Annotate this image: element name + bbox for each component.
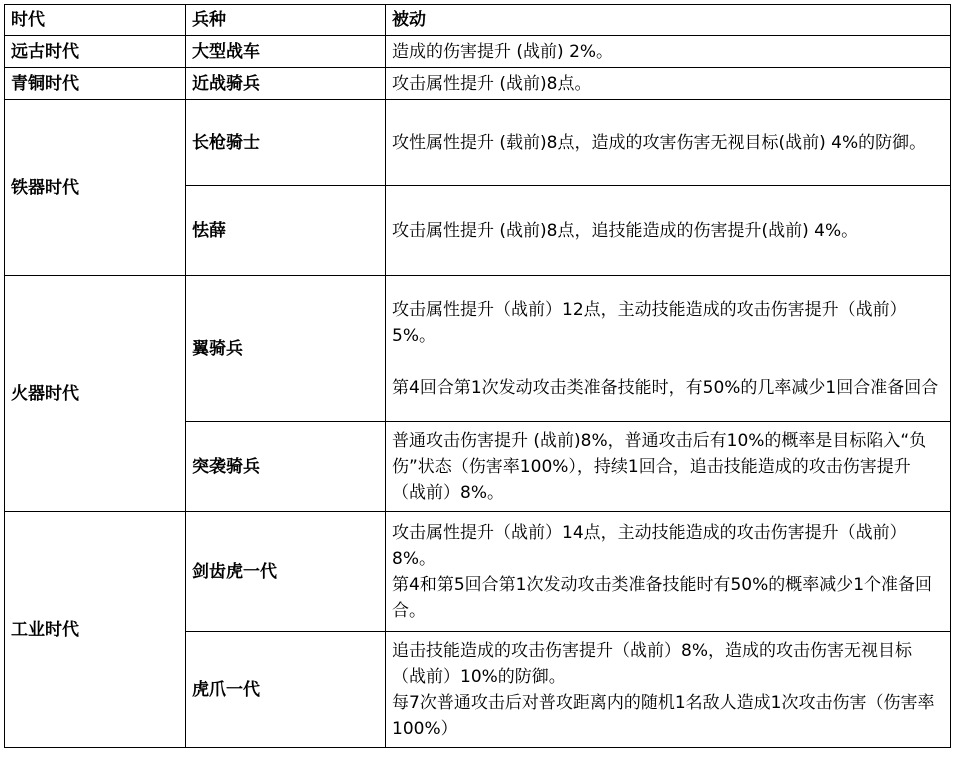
- era-cell: 工业时代: [5, 512, 186, 748]
- passive-table: [4, 4, 951, 748]
- era-cell: 青铜时代: [5, 68, 186, 100]
- table-row: [5, 512, 951, 632]
- era-cell: 火器时代: [5, 276, 186, 512]
- table-row: [5, 276, 951, 422]
- passive-paragraph: 追击技能造成的攻击伤害提升（战前）8%，造成的攻击伤害无视目标（战前）10%的防御。: [392, 640, 912, 687]
- passive-paragraph: 每7次普通攻击后对普攻距离内的随机1名敌人造成1次攻击伤害（伤害率100%）: [392, 692, 935, 739]
- unit-cell: 翼骑兵: [186, 276, 386, 422]
- header-unit: 兵种: [186, 5, 386, 36]
- passive-cell: 攻性属性提升 (载前)8点，造成的攻害伤害无视目标(战前) 4%的防御。: [386, 100, 951, 186]
- passive-cell: 普通攻击伤害提升 (战前)8%，普通攻击后有10%的概率是目标陷入“负伤”状态（伤害率100%），持续1回合，追击技能造成的攻击伤害提升（战前）8%。: [386, 422, 951, 512]
- unit-cell: 怯薛: [186, 186, 386, 276]
- passive-paragraph: 第4和第5回合第1次发动攻击类准备技能时有50%的概率减少1个准备回合。: [392, 574, 933, 621]
- unit-cell: 近战骑兵: [186, 68, 386, 100]
- passive-cell: [386, 276, 951, 422]
- passive-paragraph: 攻击属性提升（战前）14点，主动技能造成的攻击伤害提升（战前）8%。: [392, 522, 907, 569]
- era-cell: 远古时代: [5, 36, 186, 68]
- table-row: [5, 68, 951, 100]
- header-passive: 被动: [386, 5, 951, 36]
- unit-cell: 长枪骑士: [186, 100, 386, 186]
- table-row: [5, 36, 951, 68]
- header-row: [5, 5, 951, 36]
- era-cell: 铁器时代: [5, 100, 186, 276]
- passive-spacer: [392, 349, 944, 375]
- header-era: 时代: [5, 5, 186, 36]
- passive-cell: 攻击属性提升 (战前)8点，追技能造成的伤害提升(战前) 4%。: [386, 186, 951, 276]
- passive-cell: [386, 632, 951, 748]
- passive-cell: 攻击属性提升 (战前)8点。: [386, 68, 951, 100]
- table-row: [5, 100, 951, 186]
- passive-cell: [386, 512, 951, 632]
- unit-cell: 虎爪一代: [186, 632, 386, 748]
- unit-cell: 剑齿虎一代: [186, 512, 386, 632]
- passive-paragraph: 攻击属性提升（战前）12点，主动技能造成的攻击伤害提升（战前）5%。: [392, 299, 907, 346]
- passive-cell: 造成的伤害提升 (战前) 2%。: [386, 36, 951, 68]
- unit-cell: 突袭骑兵: [186, 422, 386, 512]
- unit-cell: 大型战车: [186, 36, 386, 68]
- passive-paragraph: 第4回合第1次发动攻击类准备技能时，有50%的几率减少1回合准备回合: [392, 377, 939, 398]
